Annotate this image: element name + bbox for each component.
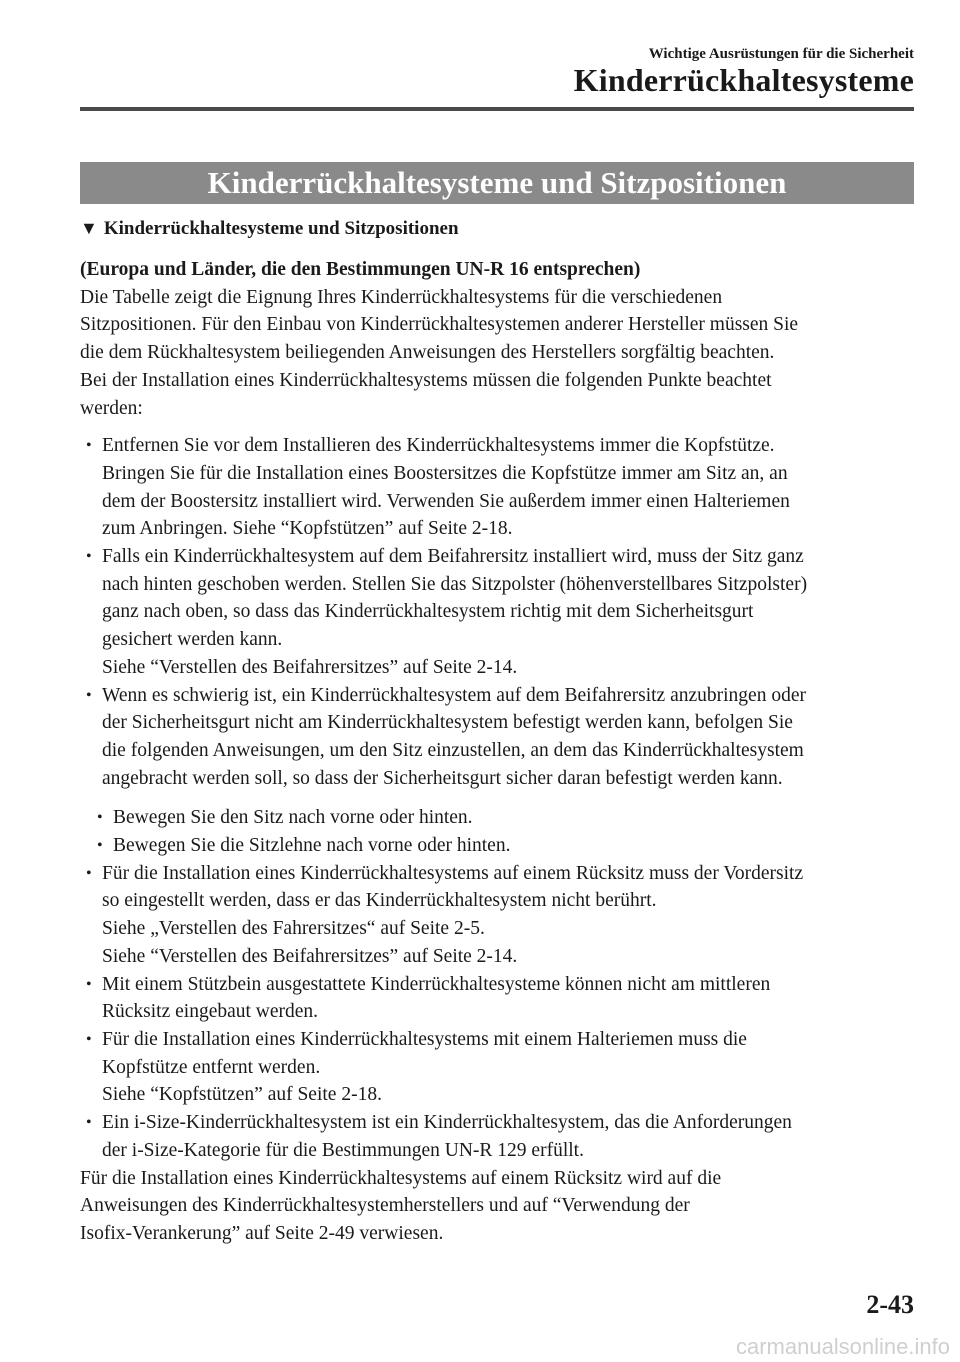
list-item-line: gesichert werden kann. bbox=[102, 629, 283, 651]
bullet-list-b bbox=[80, 860, 914, 1165]
body-content bbox=[80, 256, 914, 1248]
list-item bbox=[80, 860, 914, 971]
sub-list-item bbox=[91, 832, 914, 860]
sub-bullet-list bbox=[91, 804, 914, 859]
bullet-list-a bbox=[80, 432, 914, 792]
list-item bbox=[80, 682, 914, 793]
list-item-line: Für die Installation eines Kinderrückhaltesystems auf einem Rücksitz muss der Vordersitz bbox=[102, 862, 804, 884]
bullet-icon: • bbox=[86, 686, 92, 704]
list-item bbox=[80, 432, 914, 543]
list-item-line: dem der Boostersitz installiert wird. Verwenden Sie außerdem immer einen Halteriemen bbox=[102, 490, 790, 512]
list-item-line: nach hinten geschoben werden. Stellen Sie das Sitzpolster (höhenverstellbares Sitzpolster) bbox=[102, 573, 808, 595]
intro-line: Die Tabelle zeigt die Eignung Ihres Kinderrückhaltesystems für die verschiedenen bbox=[80, 286, 723, 308]
list-item-line: Siehe “Verstellen des Beifahrersitzes” auf Seite 2-14. bbox=[102, 945, 518, 967]
bullet-icon: • bbox=[86, 548, 92, 566]
list-item-line: der i-Size-Kategorie für die Bestimmungen UN-R 129 erfüllt. bbox=[102, 1139, 584, 1161]
header-divider bbox=[80, 107, 914, 111]
page-number: 2-43 bbox=[866, 1290, 914, 1319]
bullet-icon: • bbox=[97, 837, 103, 855]
intro-line: Bei der Installation eines Kinderrückhaltesystems müssen die folgenden Punkte beachtet bbox=[80, 369, 772, 391]
region-note: (Europa und Länder, die den Bestimmungen UN-R 16 entsprechen) bbox=[80, 259, 641, 280]
intro-line: Sitzpositionen. Für den Einbau von Kinderrückhaltesystemen anderer Hersteller müssen Sie bbox=[80, 314, 799, 336]
list-item-line: der Sicherheitsgurt nicht am Kinderrückhaltesystem befestigt werden kann, befolgen Sie bbox=[102, 712, 793, 734]
closing-line: Für die Installation eines Kinderrückhaltesystems auf einem Rücksitz wird auf die bbox=[80, 1167, 722, 1189]
list-item-line: Entfernen Sie vor dem Installieren des Kinderrückhaltesystems immer die Kopfstütze. bbox=[102, 435, 775, 457]
closing-line: Isofix-Verankerung” auf Seite 2-49 verwiesen. bbox=[80, 1222, 444, 1244]
list-item-line: Siehe „Verstellen des Fahrersitzes“ auf Seite 2-5. bbox=[102, 918, 485, 940]
bullet-icon: • bbox=[86, 1030, 92, 1048]
list-item-line: Rücksitz eingebaut werden. bbox=[102, 1001, 319, 1023]
chapter-title: Kinderrückhaltesysteme bbox=[573, 62, 914, 98]
bullet-icon: • bbox=[86, 864, 92, 882]
bullet-icon: • bbox=[86, 975, 92, 993]
list-item bbox=[80, 1109, 914, 1164]
list-item-line: Ein i-Size-Kinderrückhaltesystem ist ein Kinderrückhaltesystem, das die Anforderungen bbox=[102, 1112, 792, 1134]
triangle-down-icon: ▼ bbox=[80, 218, 98, 238]
list-item bbox=[80, 543, 914, 682]
list-item-line: Siehe “Verstellen des Beifahrersitzes” auf Seite 2-14. bbox=[102, 656, 518, 678]
bullet-icon: • bbox=[97, 809, 103, 827]
list-item-line: Wenn es schwierig ist, ein Kinderrückhaltesystem auf dem Beifahrersitz anzubringen oder bbox=[102, 684, 806, 706]
section-heading-text: Kinderrückhaltesysteme und Sitzpositionen bbox=[103, 218, 459, 239]
watermark-link[interactable]: carmanualsonline.info bbox=[735, 1334, 950, 1359]
list-item-line: so eingestellt werden, dass er das Kinderrückhaltesystem nicht berührt. bbox=[102, 890, 657, 912]
section-heading bbox=[80, 218, 459, 240]
section-banner: Kinderrückhaltesysteme und Sitzpositionen bbox=[80, 162, 914, 204]
list-item-line: Für die Installation eines Kinderrückhaltesystems mit einem Halteriemen muss die bbox=[102, 1028, 747, 1050]
sub-list-item-text: Bewegen Sie die Sitzlehne nach vorne oder hinten. bbox=[113, 835, 511, 857]
list-item-line: Falls ein Kinderrückhaltesystem auf dem Beifahrersitz installiert wird, muss der Sitz ganz bbox=[102, 546, 804, 568]
list-item-line: Kopfstütze entfernt werden. bbox=[102, 1056, 321, 1078]
chapter-subtitle: Wichtige Ausrüstungen für die Sicherheit bbox=[648, 46, 914, 62]
list-item-line: Mit einem Stützbein ausgestattete Kinderrückhaltesysteme können nicht am mittleren bbox=[102, 973, 771, 995]
closing-line: Anweisungen des Kinderrückhaltesystemherstellers und auf “Verwendung der bbox=[80, 1195, 690, 1217]
intro-line: die dem Rückhaltesystem beiliegenden Anweisungen des Herstellers sorgfältig beachten. bbox=[80, 342, 775, 364]
list-item bbox=[80, 971, 914, 1026]
list-item-line: ganz nach oben, so dass das Kinderrückhaltesystem richtig mit dem Sicherheitsgurt bbox=[102, 601, 754, 623]
list-item-line: Siehe “Kopfstützen” auf Seite 2-18. bbox=[102, 1084, 382, 1106]
sub-list-item-text: Bewegen Sie den Sitz nach vorne oder hinten. bbox=[113, 807, 473, 829]
bullet-icon: • bbox=[86, 1114, 92, 1132]
closing-paragraph bbox=[80, 1165, 914, 1248]
intro-line: werden: bbox=[80, 397, 143, 419]
list-item bbox=[80, 1026, 914, 1109]
list-item-line: die folgenden Anweisungen, um den Sitz einzustellen, an dem das Kinderrückhaltesystem bbox=[102, 739, 804, 761]
list-item-line: Bringen Sie für die Installation eines Boostersitzes die Kopfstütze immer am Sitz an, an bbox=[102, 462, 788, 484]
sub-list-item bbox=[91, 804, 914, 832]
bullet-icon: • bbox=[86, 437, 92, 455]
intro-paragraph bbox=[80, 284, 914, 423]
list-item-line: zum Anbringen. Siehe “Kopfstützen” auf Seite 2-18. bbox=[102, 518, 513, 540]
list-item-line: angebracht werden soll, so dass der Sicherheitsgurt sicher daran befestigt werden kann. bbox=[102, 767, 783, 789]
